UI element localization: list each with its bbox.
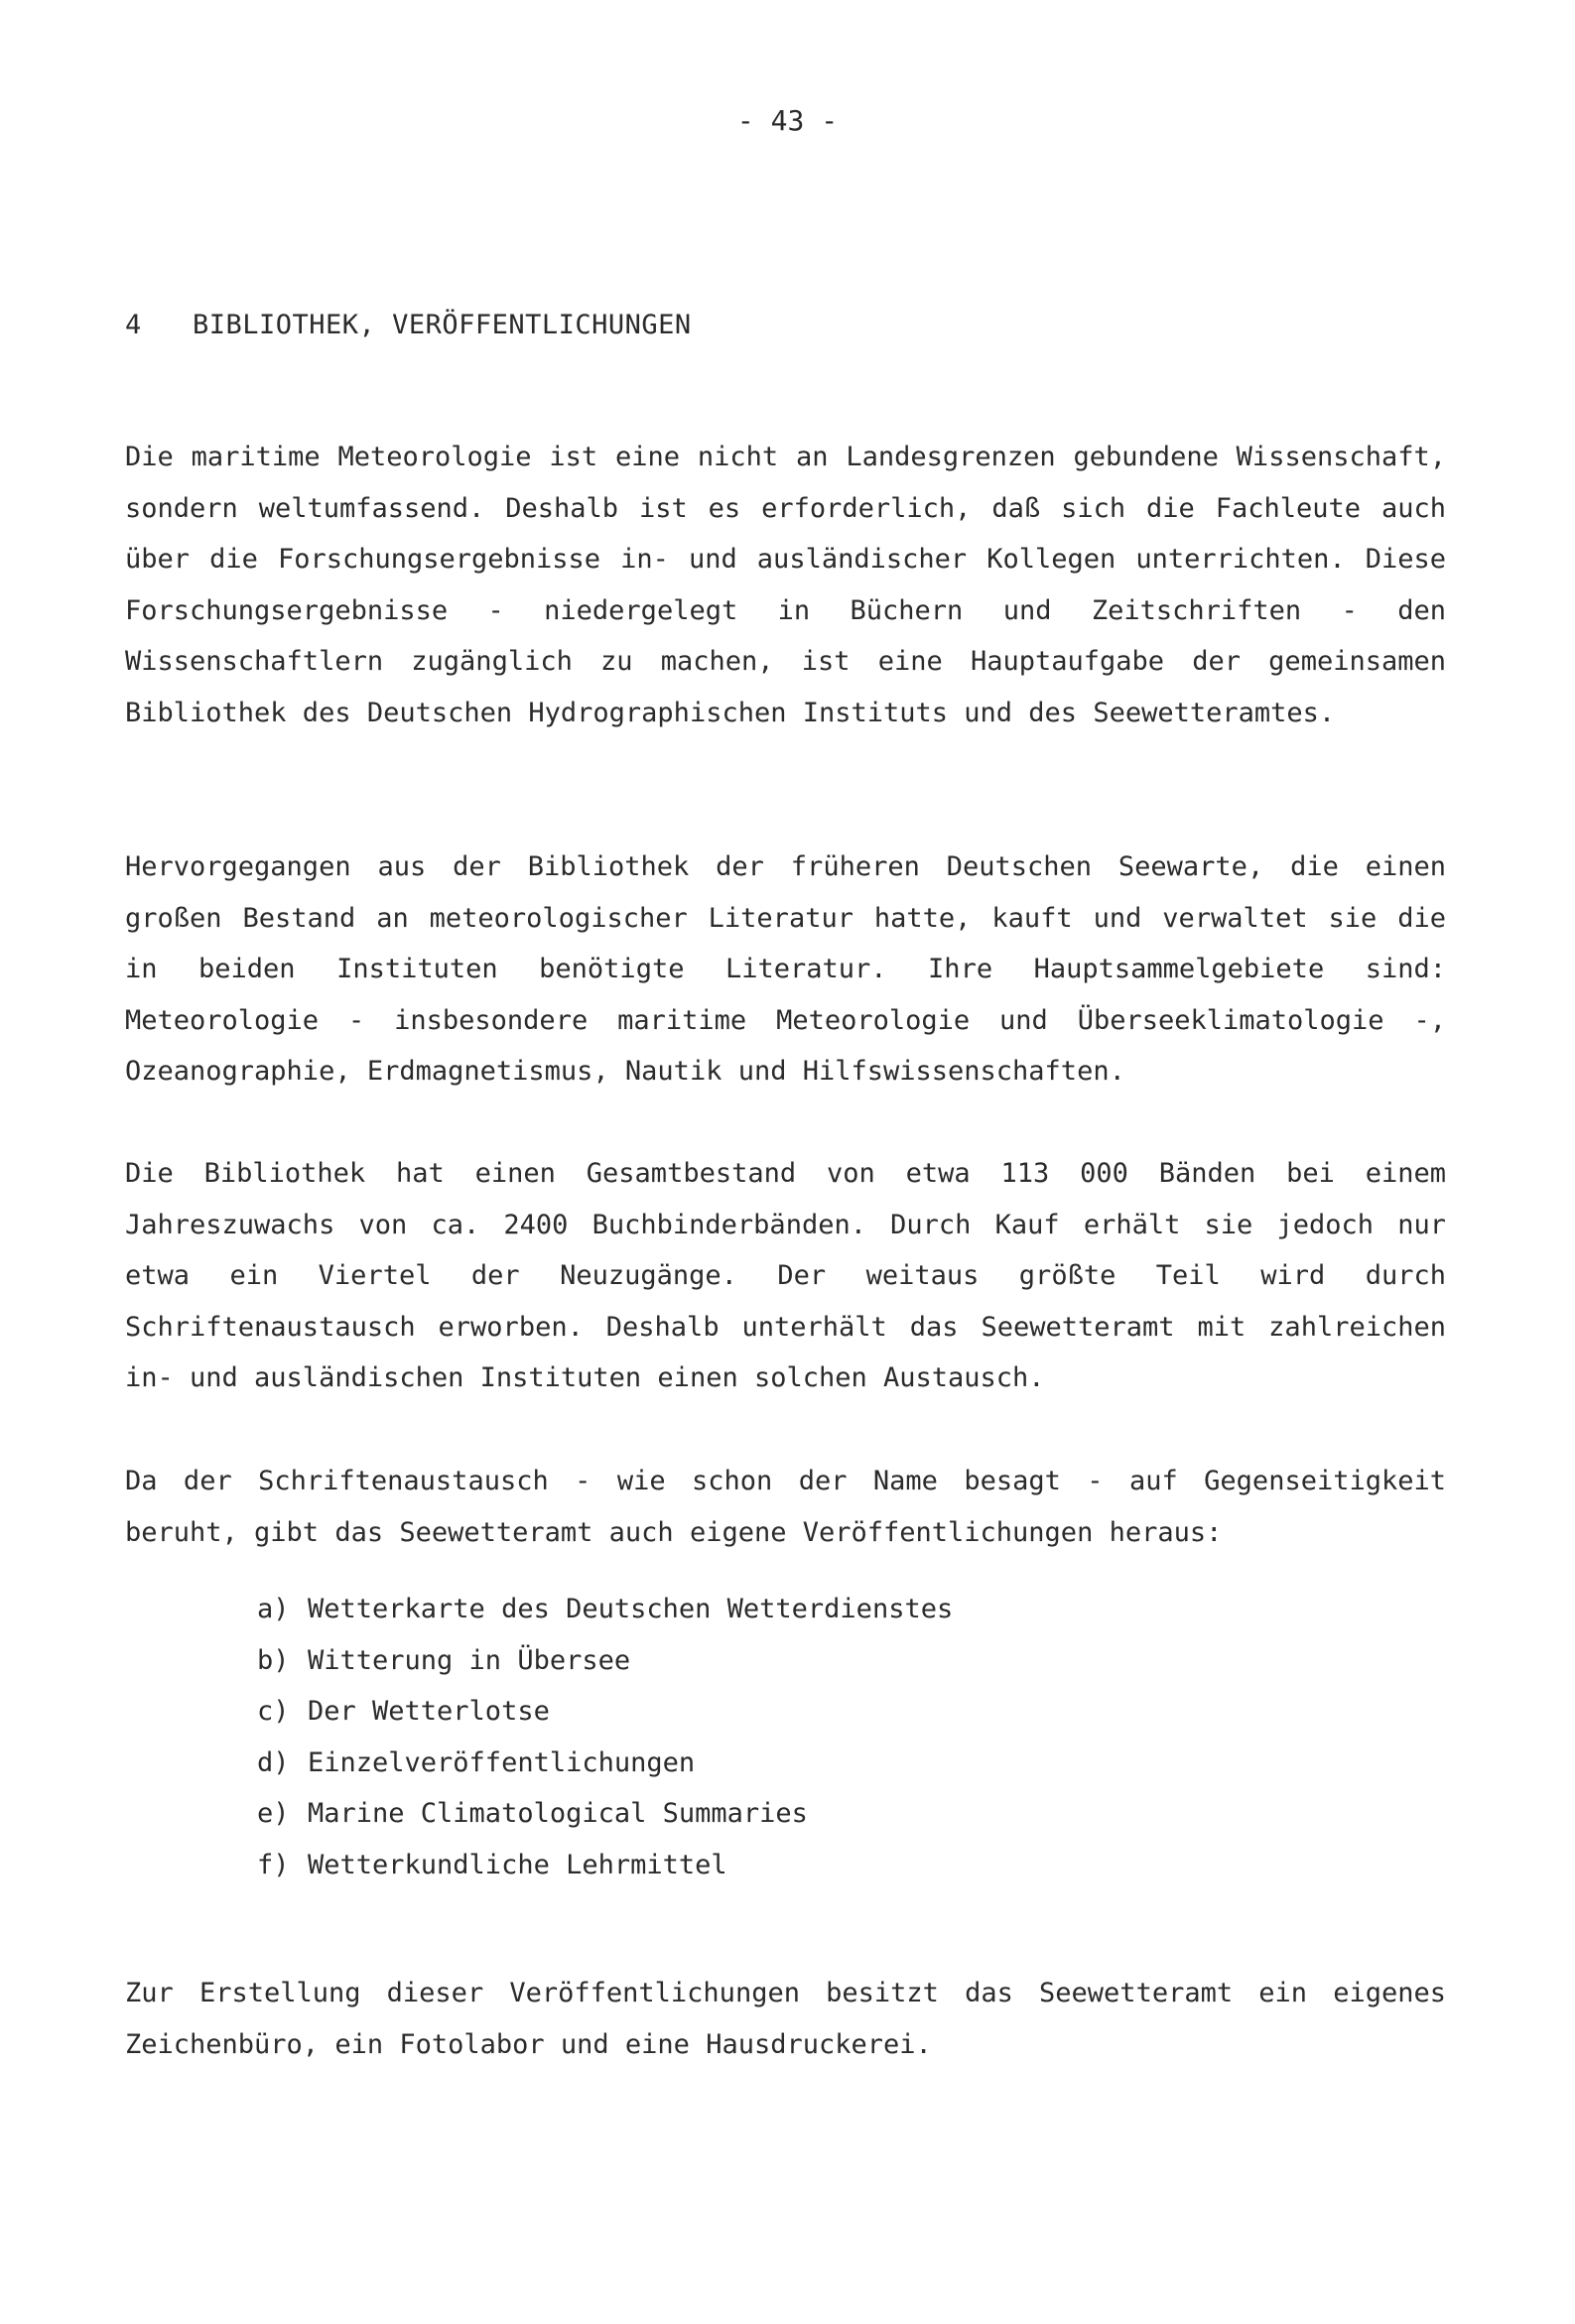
list-item-text: Einzelveröffentlichungen (308, 1746, 696, 1778)
list-marker: c) (257, 1696, 290, 1728)
section-heading (125, 306, 692, 345)
list-item-text: Wetterkundliche Lehrmittel (308, 1849, 727, 1880)
paragraph-library-holdings: Die Bibliothek hat einen Gesamtbestand von etwa 113 000 Bänden bei einem Jahreszuwachs von ca. 2400 Buchbinderbänden. Durch Kauf erhält sie jedoch nur etwa ein Viertel der Neuzugänge. Der weitaus größte Teil wird durch Schriftenaustausch erworben. Deshalb unterhält das Seewetteramt mit zahlreichen in- und ausländischen Instituten einen solchen Austausch. (125, 1158, 1446, 1394)
list-item (257, 1788, 953, 1840)
list-marker: b) (257, 1644, 290, 1676)
list-item-text: Wetterkarte des Deutschen Wetterdienstes (308, 1594, 954, 1624)
list-marker: a) (257, 1594, 290, 1624)
list-item (257, 1635, 953, 1687)
publication-list (257, 1584, 953, 1891)
list-item-text: Witterung in Übersee (308, 1644, 631, 1676)
list-marker: e) (257, 1798, 290, 1830)
list-item-text: Der Wetterlotse (308, 1696, 550, 1728)
paragraph-library-origin: Hervorgegangen aus der Bibliothek der früheren Deutschen Seewarte, die einen großen Bestand an meteorologischer Literatur hatte, kauft und verwaltet sie die in beiden Instituten benötigte Literatur. Ihre Hauptsammelgebiete sind: Meteorologie - insbesondere maritime Meteorologie und Überseeklimatologie -, Ozeanographie, Erdmagnetismus, Nautik und Hilfswissenschaften. (125, 851, 1446, 1088)
list-marker: f) (257, 1849, 290, 1880)
list-item (257, 1686, 953, 1738)
paragraph-production: Zur Erstellung dieser Veröffentlichungen besitzt das Seewetteramt ein eigenes Zeichenbüro, ein Fotolabor und eine Hausdruckerei. (125, 1978, 1446, 2060)
paragraph-exchange: Da der Schriftenaustausch - wie schon der Name besagt - auf Gegenseitigkeit beruht, gibt das Seewetteramt auch eigene Veröffentlichungen heraus: (125, 1466, 1446, 1548)
paragraph-maritime-meteorology: Die maritime Meteorologie ist eine nicht an Landesgrenzen gebundene Wissenschaft, sondern weltumfassend. Deshalb ist es erforderlich, daß sich die Fachleute auch über die Forschungsergebnisse in- und ausländischer Kollegen unterrichten. Diese Forschungsergebnisse - niedergelegt in Büchern und Zeitschriften - den Wissenschaftlern zugänglich zu machen, ist eine Hauptaufgabe der gemeinsamen Bibliothek des Deutschen Hydrographischen Instituts und des Seewetteramtes. (125, 442, 1446, 728)
section-title: BIBLIOTHEK, VERÖFFENTLICHUNGEN (193, 310, 692, 340)
section-number: 4 (125, 310, 142, 340)
list-item (257, 1738, 953, 1789)
page-number: - 43 - (736, 104, 839, 137)
list-item (257, 1840, 953, 1891)
list-item (257, 1584, 953, 1635)
list-item-text: Marine Climatological Summaries (308, 1798, 808, 1830)
list-marker: d) (257, 1746, 290, 1778)
